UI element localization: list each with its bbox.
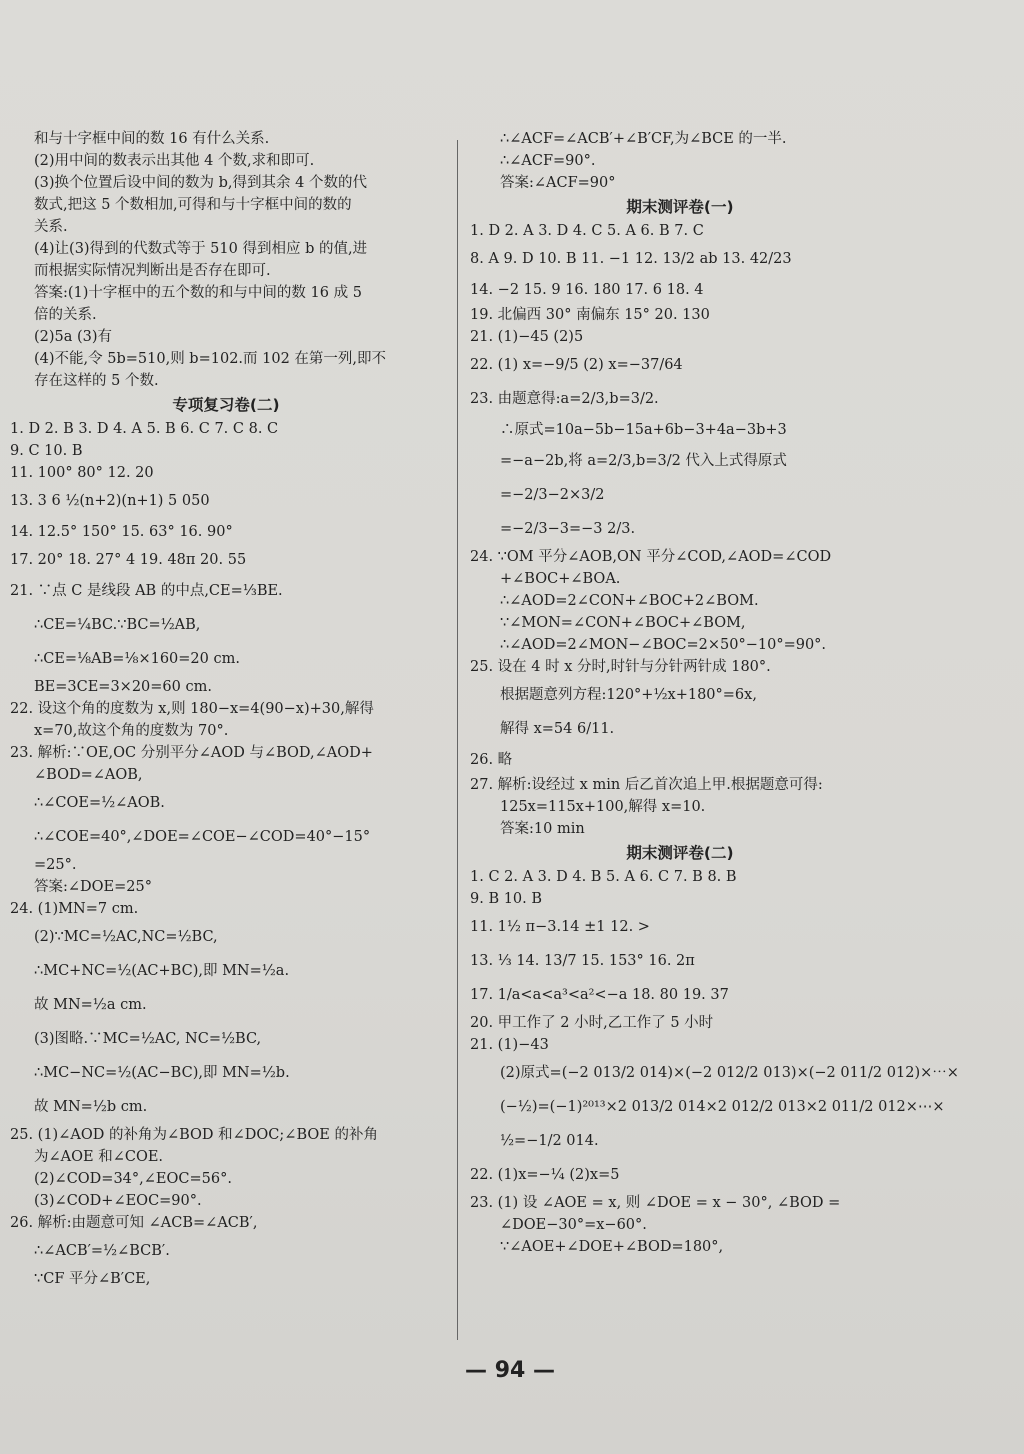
answer-line: ∴∠ACF=90°. <box>500 153 596 169</box>
answer-line: 14. 12.5° 150° 15. 63° 16. 90° <box>10 524 233 540</box>
answer-line: ∴∠COE=40°,∠DOE=∠COE−∠COD=40°−15° <box>34 829 371 845</box>
answer-line: 27. 解析:设经过 x min 后乙首次追上甲.根据题意可得: <box>470 777 823 793</box>
answer-line: 17. 20° 18. 27° 4 19. 48π 20. 55 <box>10 552 247 568</box>
answer-line: =−a−2b,将 a=2/3,b=3/2 代入上式得原式 <box>500 453 787 469</box>
left-column <box>10 128 442 1290</box>
answer-line: ∠DOE−30°=x−60°. <box>500 1217 647 1233</box>
answer-line: (3)换个位置后设中间的数为 b,得到其余 4 个数的代 <box>34 175 367 191</box>
answer-line: 24. (1)MN=7 cm. <box>10 901 139 917</box>
answer-line: 9. C 10. B <box>10 443 83 459</box>
answer-line: ∴∠ACF=∠ACB′+∠B′CF,为∠BCE 的一半. <box>500 131 787 147</box>
answer-line: 为∠AOE 和∠COE. <box>34 1149 164 1165</box>
answer-line: ∴原式=10a−5b−15a+6b−3+4a−3b+3 <box>500 422 787 438</box>
answer-line: 125x=115x+100,解得 x=10. <box>500 799 706 815</box>
column-divider <box>457 140 458 1340</box>
answer-line: 1. C 2. A 3. D 4. B 5. A 6. C 7. B 8. B <box>470 869 737 885</box>
answer-line: 22. (1)x=−¼ (2)x=5 <box>470 1167 620 1183</box>
answer-line: 而根据实际情况判断出是否存在即可. <box>34 263 271 279</box>
answer-line: 26. 解析:由题意可知 ∠ACB=∠ACB′, <box>10 1215 258 1231</box>
answer-line: 23. 解析:∵OE,OC 分别平分∠AOD 与∠BOD,∠AOD+ <box>10 745 373 761</box>
answer-line: 答案:10 min <box>500 821 585 837</box>
section-title: 期末测评卷(二) <box>626 844 734 862</box>
answer-line: 故 MN=½a cm. <box>34 997 147 1013</box>
answer-line: 20. 甲工作了 2 小时,乙工作了 5 小时 <box>470 1015 714 1031</box>
answer-line: 根据题意列方程:120°+½x+180°=6x, <box>500 687 757 703</box>
answer-line: 21. (1)−43 <box>470 1037 549 1053</box>
answer-line: (4)让(3)得到的代数式等于 510 得到相应 b 的值,进 <box>34 241 368 257</box>
answer-line: 11. 1½ π−3.14 ±1 12. > <box>470 919 650 935</box>
answer-line: (2)∵MC=½AC,NC=½BC, <box>34 929 218 945</box>
answer-line: 答案:(1)十字框中的五个数的和与中间的数 16 成 5 <box>34 285 362 301</box>
answer-line: 25. (1)∠AOD 的补角为∠BOD 和∠DOC;∠BOE 的补角 <box>10 1127 378 1143</box>
answer-line: 21. ∵点 C 是线段 AB 的中点,CE=⅓BE. <box>10 583 283 599</box>
answer-line: 19. 北偏西 30° 南偏东 15° 20. 130 <box>470 307 710 323</box>
answer-line: +∠BOC+∠BOA. <box>500 571 621 587</box>
answer-line: =−2/3−2×3/2 <box>500 487 605 503</box>
answer-line: 答案:∠ACF=90° <box>500 175 616 191</box>
answer-line: ∴∠AOD=2∠CON+∠BOC+2∠BOM. <box>500 593 759 609</box>
answer-line: 11. 100° 80° 12. 20 <box>10 465 154 481</box>
answer-line: (2)∠COD=34°,∠EOC=56°. <box>34 1171 232 1187</box>
answer-line: 22. 设这个角的度数为 x,则 180−x=4(90−x)+30,解得 <box>10 701 374 717</box>
answer-line: ∠BOD=∠AOB, <box>34 767 143 783</box>
answer-line: 关系. <box>34 219 68 235</box>
answer-line: 9. B 10. B <box>470 891 543 907</box>
answer-line: 数式,把这 5 个数相加,可得和与十字框中间的数的 <box>34 197 352 213</box>
answer-line: 21. (1)−45 (2)5 <box>470 329 584 345</box>
answer-line: ½=−1/2 014. <box>500 1133 599 1149</box>
section-title: 期末测评卷(一) <box>626 198 734 216</box>
answer-line: ∵CF 平分∠B′CE, <box>34 1271 151 1287</box>
answer-line: BE=3CE=3×20=60 cm. <box>34 679 212 695</box>
answer-line: (−½)=(−1)²⁰¹³×2 013/2 014×2 012/2 013×2 011/2 012×⋯× <box>500 1099 945 1115</box>
answer-line: 和与十字框中间的数 16 有什么关系. <box>34 131 270 147</box>
answer-line: ∴∠ACB′=½∠BCB′. <box>34 1243 170 1259</box>
answer-line: 24. ∵OM 平分∠AOB,ON 平分∠COD,∠AOD=∠COD <box>470 549 832 565</box>
answer-line: ∵∠AOE+∠DOE+∠BOD=180°, <box>500 1239 724 1255</box>
answer-line: x=70,故这个角的度数为 70°. <box>34 723 229 739</box>
answer-line: 8. A 9. D 10. B 11. −1 12. 13/2 ab 13. 42/23 <box>470 251 792 267</box>
answer-line: =25°. <box>34 857 77 873</box>
answer-line: 14. −2 15. 9 16. 180 17. 6 18. 4 <box>470 282 704 298</box>
answer-line: ∴CE=¼BC.∵BC=½AB, <box>34 617 201 633</box>
answer-line: 23. 由题意得:a=2/3,b=3/2. <box>470 391 659 407</box>
answer-line: 故 MN=½b cm. <box>34 1099 148 1115</box>
answer-line: (3)∠COD+∠EOC=90°. <box>34 1193 202 1209</box>
answer-line: 1. D 2. A 3. D 4. C 5. A 6. B 7. C <box>470 223 704 239</box>
answer-line: 22. (1) x=−9/5 (2) x=−37/64 <box>470 357 683 373</box>
answer-line: 解得 x=54 6/11. <box>500 721 615 737</box>
section-title: 专项复习卷(二) <box>172 396 280 414</box>
answer-line: 存在这样的 5 个数. <box>34 373 159 389</box>
answer-line: (3)图略.∵MC=½AC, NC=½BC, <box>34 1031 262 1047</box>
answer-line: 答案:∠DOE=25° <box>34 879 152 895</box>
answer-line: 倍的关系. <box>34 307 97 323</box>
page-number: — 94 — <box>465 1358 555 1383</box>
answer-line: (2)原式=(−2 013/2 014)×(−2 012/2 013)×(−2 011/2 012)×⋯× <box>500 1065 959 1081</box>
answer-line: ∴∠AOD=2∠MON−∠BOC=2×50°−10°=90°. <box>500 637 827 653</box>
answer-line: =−2/3−3=−3 2/3. <box>500 521 636 537</box>
answer-line: 1. D 2. B 3. D 4. A 5. B 6. C 7. C 8. C <box>10 421 279 437</box>
answer-line: 17. 1/a<a<a³<a²<−a 18. 80 19. 37 <box>470 987 729 1003</box>
answer-line: ∴MC−NC=½(AC−BC),即 MN=½b. <box>34 1065 290 1081</box>
answer-line: 23. (1) 设 ∠AOE = x, 则 ∠DOE = x − 30°, ∠BOD = <box>470 1195 841 1211</box>
answer-line: ∴MC+NC=½(AC+BC),即 MN=½a. <box>34 963 290 979</box>
answer-line: 13. ⅓ 14. 13/7 15. 153° 16. 2π <box>470 953 695 969</box>
answer-line: 13. 3 6 ½(n+2)(n+1) 5 050 <box>10 493 210 509</box>
right-column <box>470 128 959 1258</box>
answer-line: 25. 设在 4 时 x 分时,时针与分针两针成 180°. <box>470 659 771 675</box>
answer-line: ∴CE=⅛AB=⅛×160=20 cm. <box>34 651 240 667</box>
answer-line: (2)用中间的数表示出其他 4 个数,求和即可. <box>34 153 315 169</box>
answer-line: (2)5a (3)有 <box>34 329 113 345</box>
answer-line: (4)不能,令 5b=510,则 b=102.而 102 在第一列,即不 <box>34 351 387 367</box>
answer-line: 26. 略 <box>470 752 513 768</box>
answer-line: ∴∠COE=½∠AOB. <box>34 795 165 811</box>
answer-line: ∵∠MON=∠CON+∠BOC+∠BOM, <box>500 615 746 631</box>
